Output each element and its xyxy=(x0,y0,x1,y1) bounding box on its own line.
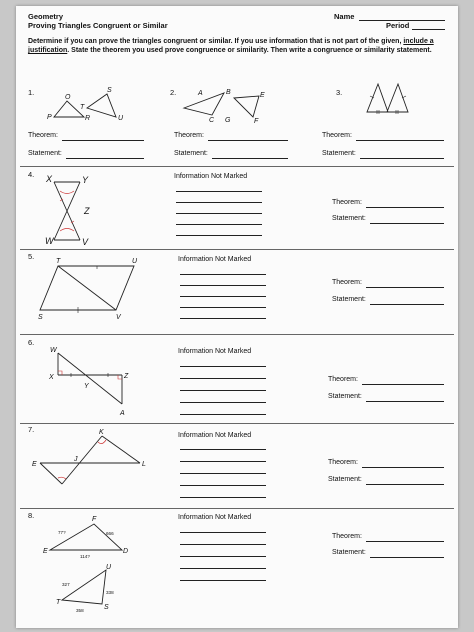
p6-statement-label: Statement: xyxy=(328,393,362,400)
p3-theorem-label: Theorem: xyxy=(322,132,352,139)
p8-measure-fd: 666 xyxy=(106,531,114,536)
instructions-text-2: . State the theorem you used prove congruence or similarity. Then write a congruence or similarity statement. xyxy=(67,47,432,54)
p4-vertex-V: V xyxy=(82,237,89,247)
p8-measure-ts: 358 xyxy=(76,608,84,613)
p7-vertex-E: E xyxy=(32,461,37,468)
p8-vertex-T: T xyxy=(56,599,61,606)
p2-vertex-G: G xyxy=(225,117,231,124)
p8-theorem-label: Theorem: xyxy=(332,533,362,540)
p7-info-not-marked-label: Information Not Marked xyxy=(178,432,252,439)
p6-vertex-A: A xyxy=(120,410,125,417)
p8-vertex-D: D xyxy=(123,548,129,555)
p2-vertex-E: E xyxy=(260,92,265,99)
problem-5-number: 5. xyxy=(28,252,35,261)
problem-4-number: 4. xyxy=(28,170,35,179)
problem-6-number: 6. xyxy=(28,338,35,347)
p8-measure-us: 338 xyxy=(106,590,114,595)
p2-vertex-C: C xyxy=(209,117,215,124)
p6-theorem-label: Theorem: xyxy=(328,376,358,383)
p7-statement-label: Statement: xyxy=(328,476,362,483)
p6-vertex-X: X xyxy=(49,374,54,381)
instructions-underlined: include a justification xyxy=(28,38,434,54)
subject-heading: Geometry xyxy=(28,12,64,21)
p8-statement-label: Statement: xyxy=(332,549,366,556)
p8-measure-ef: 77? xyxy=(58,530,66,535)
p7-vertex-L: L xyxy=(142,461,146,468)
p1-vertex-S: S xyxy=(107,87,112,94)
p5-vertex-S: S xyxy=(38,314,43,321)
p5-statement-label: Statement: xyxy=(332,296,366,303)
p4-info-not-marked-label: Information Not Marked xyxy=(174,173,248,180)
p2-vertex-F: F xyxy=(254,118,259,125)
p1-theorem-label: Theorem: xyxy=(28,132,58,139)
p8-info-line-3[interactable] xyxy=(180,556,266,557)
problem-8-figure xyxy=(16,6,458,628)
p5-vertex-T: T xyxy=(56,258,61,265)
p5-theorem-label: Theorem: xyxy=(332,279,362,286)
p6-info-not-marked-label: Information Not Marked xyxy=(178,348,252,355)
p1-vertex-T: T xyxy=(80,104,85,111)
p7-vertex-J: J xyxy=(74,456,78,463)
p8-vertex-U: U xyxy=(106,564,112,571)
p5-info-not-marked-label: Information Not Marked xyxy=(178,256,252,263)
problem-3-number: 3. xyxy=(336,88,343,97)
p8-measure-ed: 114? xyxy=(80,554,90,559)
p8-info-line-4[interactable] xyxy=(180,568,266,569)
p3-statement-label: Statement: xyxy=(322,150,356,157)
p8-vertex-S: S xyxy=(104,604,109,611)
problem-7-number: 7. xyxy=(28,425,35,434)
worksheet-title: Proving Triangles Congruent or Similar xyxy=(28,21,168,30)
p6-vertex-W: W xyxy=(50,347,57,354)
p5-vertex-V: V xyxy=(116,314,121,321)
p7-theorem-label: Theorem: xyxy=(328,459,358,466)
problem-1-number: 1. xyxy=(28,88,35,97)
p1-statement-label: Statement: xyxy=(28,150,62,157)
p4-vertex-W: W xyxy=(45,236,54,246)
p8-vertex-E: E xyxy=(43,548,48,555)
p2-statement-label: Statement: xyxy=(174,150,208,157)
p8-measure-tu: 327 xyxy=(62,582,70,587)
p8-info-line-5[interactable] xyxy=(180,580,266,581)
p4-vertex-X: X xyxy=(46,174,53,184)
p6-vertex-Z: Z xyxy=(124,373,129,380)
problem-2-number: 2. xyxy=(170,88,177,97)
p2-vertex-B: B xyxy=(226,89,231,96)
p8-statement-field[interactable] xyxy=(370,557,444,558)
p8-vertex-F: F xyxy=(92,516,97,523)
name-label: Name xyxy=(334,12,355,21)
p4-vertex-Z: Z xyxy=(84,206,90,216)
p6-vertex-Y: Y xyxy=(84,383,89,390)
instructions-text-1: Determine if you can prove the triangles congruent or similar. If you use information that is not part of the given, xyxy=(28,38,404,45)
p2-vertex-A: A xyxy=(198,90,203,97)
problem-8-number: 8. xyxy=(28,511,35,520)
p2-theorem-label: Theorem: xyxy=(174,132,204,139)
p8-info-line-1[interactable] xyxy=(180,532,266,533)
p5-vertex-U: U xyxy=(132,258,138,265)
p8-info-line-2[interactable] xyxy=(180,544,266,545)
p7-vertex-K: K xyxy=(99,429,104,436)
p4-statement-label: Statement: xyxy=(332,215,366,222)
p1-vertex-P: P xyxy=(47,114,52,121)
p4-vertex-Y: Y xyxy=(82,175,89,185)
p4-theorem-label: Theorem: xyxy=(332,199,362,206)
p8-info-not-marked-label: Information Not Marked xyxy=(178,514,252,521)
p1-vertex-U: U xyxy=(118,115,124,122)
p1-vertex-R: R xyxy=(85,115,91,122)
p8-theorem-field[interactable] xyxy=(366,541,444,542)
p1-vertex-O: O xyxy=(65,94,71,101)
period-label: Period xyxy=(386,21,410,30)
worksheet-page xyxy=(16,6,458,628)
